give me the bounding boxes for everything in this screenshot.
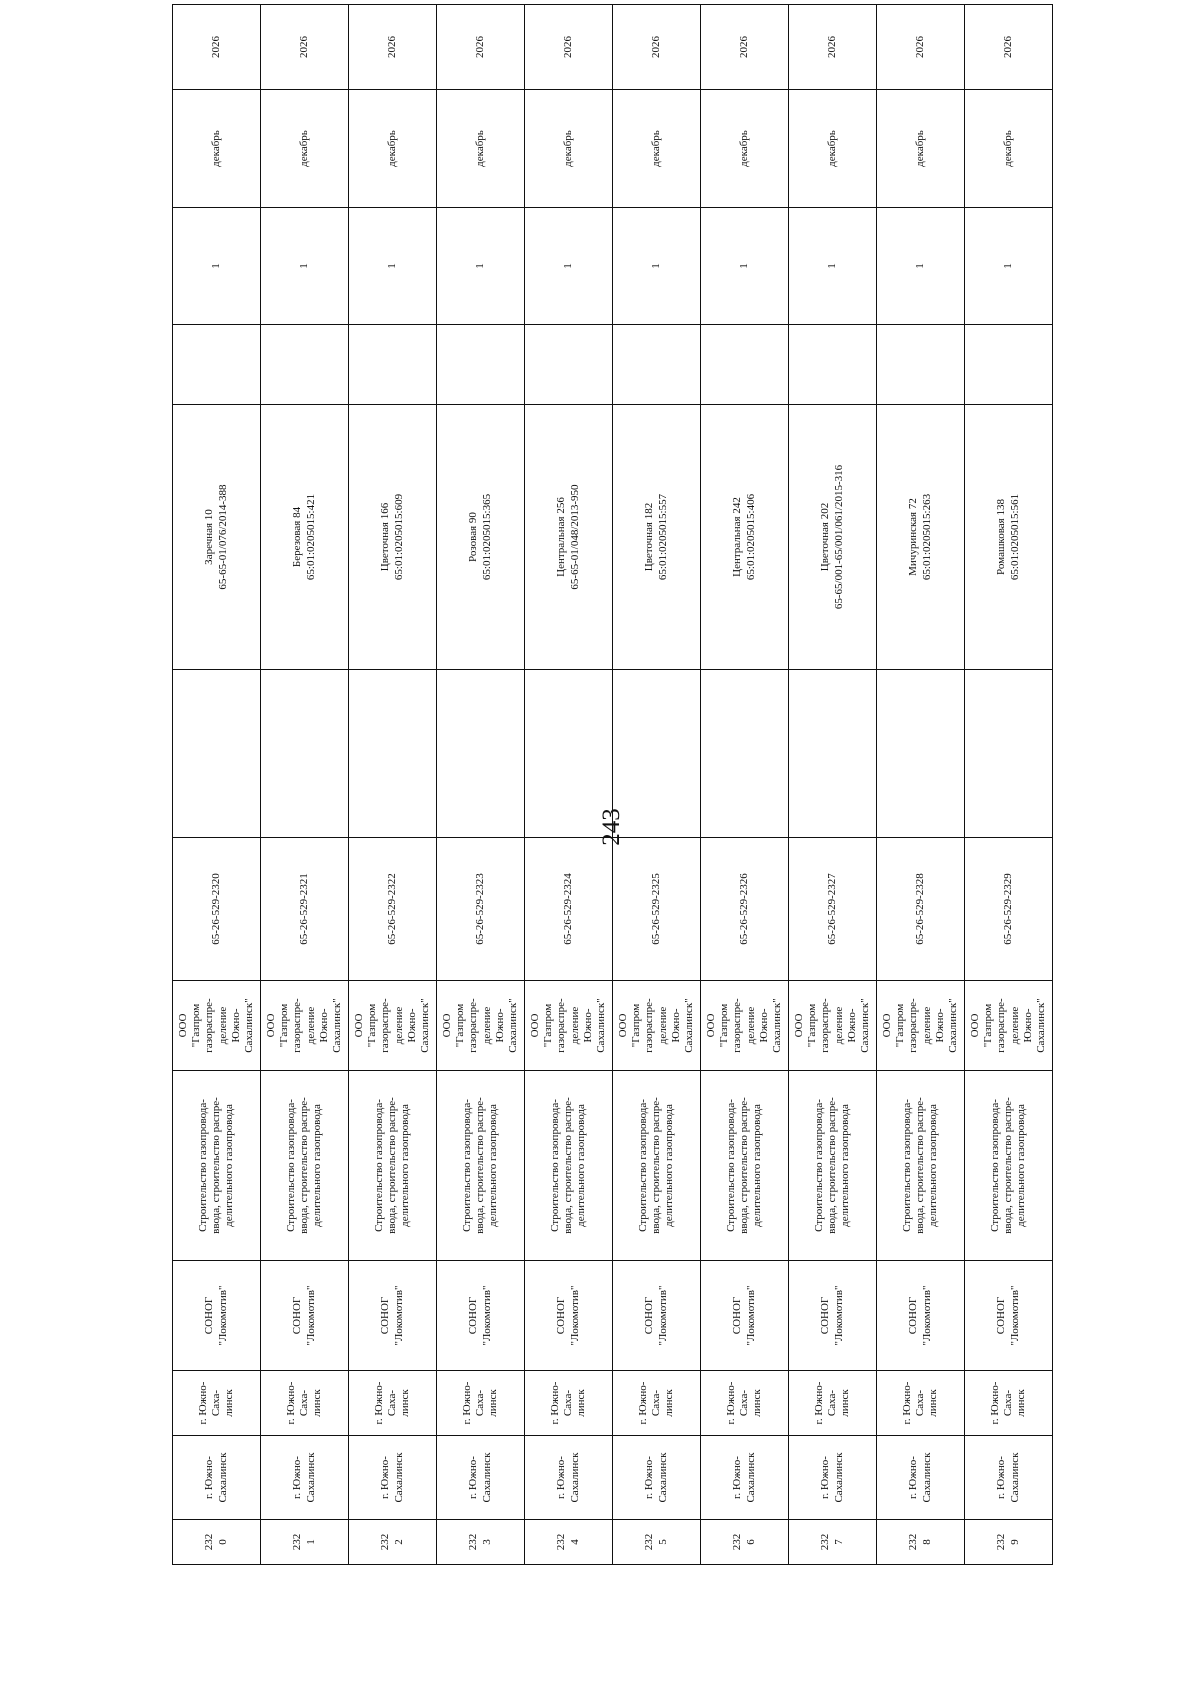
- address-cell-text: Заречная 10 65-65-01/076/2014-388: [203, 484, 229, 590]
- work-description-cell-text: Строительство газопровода- ввода, строительство распре- делительного газопровода: [372, 1097, 412, 1234]
- work-description-cell: [613, 1071, 701, 1261]
- page-number: 243: [598, 808, 625, 846]
- object-cell-text: СОНОГ "Локомотив": [467, 1285, 493, 1346]
- object-cell-text: СОНОГ "Локомотив": [643, 1285, 669, 1346]
- address-cell: [789, 405, 877, 670]
- empty-cell: [173, 325, 261, 405]
- work-description-cell: [789, 1071, 877, 1261]
- empty-cell: [525, 670, 613, 838]
- registry-id-cell: [261, 838, 349, 981]
- organization-cell-text: ООО "Газпром газораспре- деление Южно- Сахалинск": [616, 998, 695, 1053]
- year-cell: [261, 5, 349, 90]
- municipality-cell: [525, 1436, 613, 1520]
- work-description-cell-text: Строительство газопровода- ввода, строительство распре- делительного газопровода: [988, 1097, 1028, 1234]
- rotated-table-container: [172, 36, 1052, 1565]
- year-cell-text: 2026: [297, 36, 310, 58]
- settlement-cell-text: г. Южно- Саха- линск: [636, 1381, 676, 1425]
- settlement-cell: [525, 1371, 613, 1436]
- table-row: [437, 5, 525, 1565]
- empty-cell: [613, 325, 701, 405]
- month-cell: [965, 90, 1053, 208]
- organization-cell: [877, 981, 965, 1071]
- organization-cell: [613, 981, 701, 1071]
- empty-cell: [437, 325, 525, 405]
- object-cell-text: СОНОГ "Локомотив": [203, 1285, 229, 1346]
- address-cell: [173, 405, 261, 670]
- address-cell: [525, 405, 613, 670]
- work-description-cell-text: Строительство газопровода- ввода, строительство распре- делительного газопровода: [460, 1097, 500, 1234]
- empty-cell: [877, 325, 965, 405]
- object-cell-text: СОНОГ "Локомотив": [731, 1285, 757, 1346]
- empty-cell: [965, 325, 1053, 405]
- row-number-cell: [613, 1520, 701, 1565]
- registry-id-cell: [613, 838, 701, 981]
- registry-id-cell-text: 65-26-529-2320: [209, 873, 222, 945]
- empty-cell: [965, 670, 1053, 838]
- registry-id-cell-text: 65-26-529-2321: [297, 873, 310, 945]
- object-cell-text: СОНОГ "Локомотив": [995, 1285, 1021, 1346]
- settlement-cell: [877, 1371, 965, 1436]
- object-cell-text: СОНОГ "Локомотив": [291, 1285, 317, 1346]
- empty-cell: [525, 325, 613, 405]
- month-cell: [173, 90, 261, 208]
- address-cell: [437, 405, 525, 670]
- object-cell: [437, 1261, 525, 1371]
- row-number-cell: [173, 1520, 261, 1565]
- municipality-cell: [877, 1436, 965, 1520]
- registry-id-cell-text: 65-26-529-2323: [473, 873, 486, 945]
- object-cell: [701, 1261, 789, 1371]
- count-cell: [965, 208, 1053, 325]
- work-description-cell-text: Строительство газопровода- ввода, строительство распре- делительного газопровода: [636, 1097, 676, 1234]
- empty-cell: [789, 325, 877, 405]
- registry-id-cell: [437, 838, 525, 981]
- count-cell-text: 1: [561, 263, 574, 269]
- registry-id-cell: [789, 838, 877, 981]
- month-cell: [437, 90, 525, 208]
- municipality-cell: [261, 1436, 349, 1520]
- count-cell: [349, 208, 437, 325]
- count-cell: [877, 208, 965, 325]
- registry-id-cell-text: 65-26-529-2329: [1001, 873, 1014, 945]
- settlement-cell: [613, 1371, 701, 1436]
- empty-cell: [613, 670, 701, 838]
- organization-cell-text: ООО "Газпром газораспре- деление Южно- Сахалинск": [352, 998, 431, 1053]
- row-number-cell: [437, 1520, 525, 1565]
- year-cell-text: 2026: [473, 36, 486, 58]
- address-cell: [701, 405, 789, 670]
- organization-cell-text: ООО "Газпром газораспре- деление Южно- Сахалинск": [792, 998, 871, 1053]
- year-cell-text: 2026: [209, 36, 222, 58]
- settlement-cell: [173, 1371, 261, 1436]
- municipality-cell-text: г. Южно- Сахалинск: [555, 1452, 581, 1503]
- table-row: [877, 5, 965, 1565]
- count-cell-text: 1: [385, 263, 398, 269]
- settlement-cell: [701, 1371, 789, 1436]
- month-cell-text: декабрь: [1001, 130, 1014, 167]
- object-cell-text: СОНОГ "Локомотив": [379, 1285, 405, 1346]
- row-number-cell-text: 232 8: [907, 1533, 933, 1551]
- object-cell-text: СОНОГ "Локомотив": [819, 1285, 845, 1346]
- month-cell: [877, 90, 965, 208]
- row-number-cell: [965, 1520, 1053, 1565]
- row-number-cell: [789, 1520, 877, 1565]
- registry-id-cell-text: 65-26-529-2327: [825, 873, 838, 945]
- registry-id-cell: [349, 838, 437, 981]
- organization-cell: [789, 981, 877, 1071]
- object-cell: [525, 1261, 613, 1371]
- document-sheet: [172, 36, 1052, 1565]
- month-cell: [525, 90, 613, 208]
- table-body: [173, 5, 1053, 1565]
- empty-cell: [877, 670, 965, 838]
- row-number-cell: [261, 1520, 349, 1565]
- year-cell: [789, 5, 877, 90]
- registry-id-cell-text: 65-26-529-2324: [561, 873, 574, 945]
- municipality-cell: [173, 1436, 261, 1520]
- work-description-cell-text: Строительство газопровода- ввода, строительство распре- делительного газопровода: [548, 1097, 588, 1234]
- count-cell: [701, 208, 789, 325]
- municipality-cell-text: г. Южно- Сахалинск: [203, 1452, 229, 1503]
- address-cell-text: Ромашковая 138 65:01:0205015:561: [995, 493, 1021, 581]
- row-number-cell-text: 232 0: [203, 1533, 229, 1551]
- count-cell-text: 1: [209, 263, 222, 269]
- table-row: [789, 5, 877, 1565]
- organization-cell: [173, 981, 261, 1071]
- month-cell-text: декабрь: [649, 130, 662, 167]
- count-cell-text: 1: [825, 263, 838, 269]
- object-cell: [877, 1261, 965, 1371]
- address-cell: [261, 405, 349, 670]
- empty-cell: [261, 325, 349, 405]
- organization-cell: [701, 981, 789, 1071]
- work-description-cell: [965, 1071, 1053, 1261]
- work-description-cell: [261, 1071, 349, 1261]
- settlement-cell: [965, 1371, 1053, 1436]
- year-cell-text: 2026: [913, 36, 926, 58]
- count-cell-text: 1: [297, 263, 310, 269]
- count-cell: [789, 208, 877, 325]
- object-cell: [173, 1261, 261, 1371]
- row-number-cell-text: 232 9: [995, 1533, 1021, 1551]
- count-cell-text: 1: [913, 263, 926, 269]
- year-cell: [965, 5, 1053, 90]
- organization-cell: [261, 981, 349, 1071]
- settlement-cell: [437, 1371, 525, 1436]
- row-number-cell-text: 232 3: [467, 1533, 493, 1551]
- year-cell: [437, 5, 525, 90]
- count-cell: [261, 208, 349, 325]
- settlement-cell-text: г. Южно- Саха- линск: [284, 1381, 324, 1425]
- address-cell: [965, 405, 1053, 670]
- table-row: [701, 5, 789, 1565]
- registry-id-cell: [701, 838, 789, 981]
- month-cell-text: декабрь: [473, 130, 486, 167]
- empty-cell: [701, 670, 789, 838]
- object-cell-text: СОНОГ "Локомотив": [555, 1285, 581, 1346]
- year-cell-text: 2026: [737, 36, 750, 58]
- work-description-cell-text: Строительство газопровода- ввода, строительство распре- делительного газопровода: [196, 1097, 236, 1234]
- year-cell-text: 2026: [561, 36, 574, 58]
- table-row: [613, 5, 701, 1565]
- municipality-cell: [701, 1436, 789, 1520]
- year-cell-text: 2026: [385, 36, 398, 58]
- registry-id-cell: [965, 838, 1053, 981]
- table-row: [261, 5, 349, 1565]
- row-number-cell-text: 232 5: [643, 1533, 669, 1551]
- month-cell-text: декабрь: [913, 130, 926, 167]
- year-cell-text: 2026: [825, 36, 838, 58]
- municipality-cell-text: г. Южно- Сахалинск: [731, 1452, 757, 1503]
- year-cell: [613, 5, 701, 90]
- address-cell-text: Центральная 242 65:01:0205015:406: [731, 493, 757, 581]
- month-cell: [701, 90, 789, 208]
- month-cell: [349, 90, 437, 208]
- gasification-registry-table: [172, 4, 1053, 1565]
- organization-cell-text: ООО "Газпром газораспре- деление Южно- Сахалинск": [440, 998, 519, 1053]
- empty-cell: [789, 670, 877, 838]
- address-cell-text: Мичуринская 72 65:01:0205015:263: [907, 493, 933, 581]
- work-description-cell: [349, 1071, 437, 1261]
- table-row: [349, 5, 437, 1565]
- empty-cell: [173, 670, 261, 838]
- row-number-cell-text: 232 2: [379, 1533, 405, 1551]
- object-cell: [965, 1261, 1053, 1371]
- settlement-cell-text: г. Южно- Саха- линск: [724, 1381, 764, 1425]
- month-cell-text: декабрь: [737, 130, 750, 167]
- month-cell-text: декабрь: [825, 130, 838, 167]
- address-cell: [613, 405, 701, 670]
- object-cell-text: СОНОГ "Локомотив": [907, 1285, 933, 1346]
- count-cell: [613, 208, 701, 325]
- settlement-cell-text: г. Южно- Саха- линск: [812, 1381, 852, 1425]
- address-cell-text: Центральная 256 65-65-01/048/2013-950: [555, 484, 581, 590]
- year-cell: [173, 5, 261, 90]
- registry-id-cell-text: 65-26-529-2328: [913, 873, 926, 945]
- municipality-cell-text: г. Южно- Сахалинск: [643, 1452, 669, 1503]
- settlement-cell: [349, 1371, 437, 1436]
- work-description-cell: [173, 1071, 261, 1261]
- count-cell: [173, 208, 261, 325]
- month-cell-text: декабрь: [209, 130, 222, 167]
- empty-cell: [437, 670, 525, 838]
- organization-cell: [525, 981, 613, 1071]
- municipality-cell-text: г. Южно- Сахалинск: [467, 1452, 493, 1503]
- organization-cell-text: ООО "Газпром газораспре- деление Южно- Сахалинск": [528, 998, 607, 1053]
- settlement-cell-text: г. Южно- Саха- линск: [460, 1381, 500, 1425]
- row-number-cell-text: 232 4: [555, 1533, 581, 1551]
- count-cell-text: 1: [737, 263, 750, 269]
- organization-cell-text: ООО "Газпром газораспре- деление Южно- Сахалинск": [704, 998, 783, 1053]
- object-cell: [349, 1261, 437, 1371]
- object-cell: [789, 1261, 877, 1371]
- work-description-cell-text: Строительство газопровода- ввода, строительство распре- делительного газопровода: [724, 1097, 764, 1234]
- settlement-cell-text: г. Южно- Саха- линск: [548, 1381, 588, 1425]
- work-description-cell: [525, 1071, 613, 1261]
- month-cell: [261, 90, 349, 208]
- registry-id-cell-text: 65-26-529-2325: [649, 873, 662, 945]
- address-cell-text: Цветочная 182 65:01:0205015:557: [643, 493, 669, 581]
- settlement-cell: [789, 1371, 877, 1436]
- municipality-cell-text: г. Южно- Сахалинск: [819, 1452, 845, 1503]
- month-cell: [789, 90, 877, 208]
- table-row: [173, 5, 261, 1565]
- row-number-cell: [701, 1520, 789, 1565]
- address-cell-text: Цветочная 202 65-65/001-65/001/061/2015-316: [819, 464, 845, 610]
- work-description-cell-text: Строительство газопровода- ввода, строительство распре- делительного газопровода: [812, 1097, 852, 1234]
- row-number-cell: [349, 1520, 437, 1565]
- empty-cell: [349, 670, 437, 838]
- address-cell-text: Цветочная 166 65:01:0205015:609: [379, 493, 405, 581]
- address-cell: [877, 405, 965, 670]
- settlement-cell-text: г. Южно- Саха- линск: [900, 1381, 940, 1425]
- object-cell: [613, 1261, 701, 1371]
- count-cell-text: 1: [1001, 263, 1014, 269]
- municipality-cell-text: г. Южно- Сахалинск: [291, 1452, 317, 1503]
- address-cell: [349, 405, 437, 670]
- year-cell-text: 2026: [1001, 36, 1014, 58]
- work-description-cell-text: Строительство газопровода- ввода, строительство распре- делительного газопровода: [284, 1097, 324, 1234]
- registry-id-cell-text: 65-26-529-2326: [737, 873, 750, 945]
- count-cell-text: 1: [649, 263, 662, 269]
- year-cell: [877, 5, 965, 90]
- work-description-cell: [701, 1071, 789, 1261]
- table-row: [965, 5, 1053, 1565]
- month-cell: [613, 90, 701, 208]
- row-number-cell-text: 232 6: [731, 1533, 757, 1551]
- table-row: [525, 5, 613, 1565]
- year-cell: [701, 5, 789, 90]
- work-description-cell: [877, 1071, 965, 1261]
- count-cell-text: 1: [473, 263, 486, 269]
- row-number-cell-text: 232 1: [291, 1533, 317, 1551]
- municipality-cell: [349, 1436, 437, 1520]
- organization-cell-text: ООО "Газпром газораспре- деление Южно- Сахалинск": [176, 998, 255, 1053]
- work-description-cell: [437, 1071, 525, 1261]
- settlement-cell-text: г. Южно- Саха- линск: [196, 1381, 236, 1425]
- municipality-cell-text: г. Южно- Сахалинск: [995, 1452, 1021, 1503]
- address-cell-text: Розовая 90 65:01:0205015:365: [467, 493, 493, 581]
- registry-id-cell: [877, 838, 965, 981]
- month-cell-text: декабрь: [385, 130, 398, 167]
- empty-cell: [261, 670, 349, 838]
- row-number-cell: [877, 1520, 965, 1565]
- year-cell: [349, 5, 437, 90]
- settlement-cell-text: г. Южно- Саха- линск: [372, 1381, 412, 1425]
- object-cell: [261, 1261, 349, 1371]
- address-cell-text: Березовая 84 65:01:0205015:421: [291, 493, 317, 581]
- municipality-cell: [437, 1436, 525, 1520]
- month-cell-text: декабрь: [297, 130, 310, 167]
- empty-cell: [701, 325, 789, 405]
- municipality-cell: [613, 1436, 701, 1520]
- settlement-cell: [261, 1371, 349, 1436]
- year-cell-text: 2026: [649, 36, 662, 58]
- municipality-cell-text: г. Южно- Сахалинск: [379, 1452, 405, 1503]
- municipality-cell: [965, 1436, 1053, 1520]
- row-number-cell-text: 232 7: [819, 1533, 845, 1551]
- count-cell: [437, 208, 525, 325]
- organization-cell-text: ООО "Газпром газораспре- деление Южно- Сахалинск": [264, 998, 343, 1053]
- month-cell-text: декабрь: [561, 130, 574, 167]
- year-cell: [525, 5, 613, 90]
- row-number-cell: [525, 1520, 613, 1565]
- organization-cell: [349, 981, 437, 1071]
- registry-id-cell: [173, 838, 261, 981]
- organization-cell: [437, 981, 525, 1071]
- municipality-cell: [789, 1436, 877, 1520]
- municipality-cell-text: г. Южно- Сахалинск: [907, 1452, 933, 1503]
- organization-cell: [965, 981, 1053, 1071]
- registry-id-cell-text: 65-26-529-2322: [385, 873, 398, 945]
- settlement-cell-text: г. Южно- Саха- линск: [988, 1381, 1028, 1425]
- count-cell: [525, 208, 613, 325]
- work-description-cell-text: Строительство газопровода- ввода, строительство распре- делительного газопровода: [900, 1097, 940, 1234]
- organization-cell-text: ООО "Газпром газораспре- деление Южно- Сахалинск": [880, 998, 959, 1053]
- registry-id-cell: [525, 838, 613, 981]
- organization-cell-text: ООО "Газпром газораспре- деление Южно- Сахалинск": [968, 998, 1047, 1053]
- empty-cell: [349, 325, 437, 405]
